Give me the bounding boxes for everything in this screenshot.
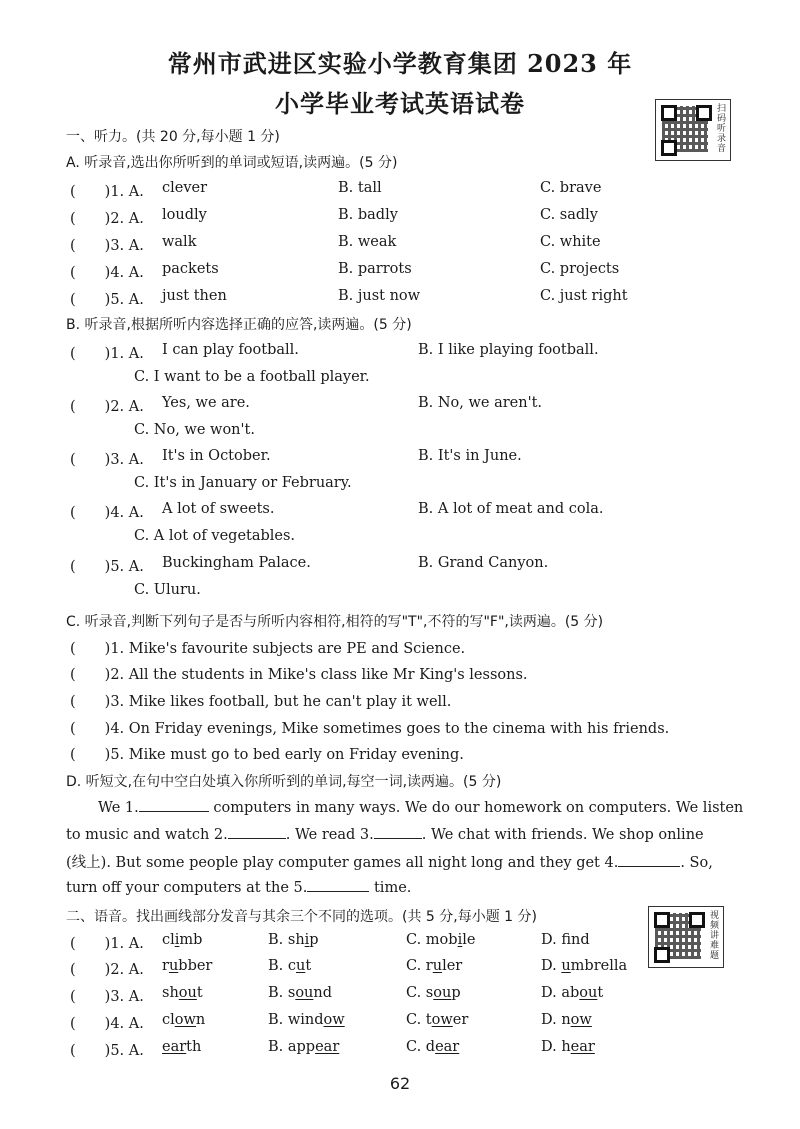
word-part: D. n [541,1012,571,1028]
question-number: ( )5. A. [70,1043,144,1059]
option-b[interactable] [268,1012,345,1028]
option-c[interactable]: C. Uluru. [134,582,201,598]
underlined-part: ear [162,1039,187,1055]
option-c[interactable]: C. projects [540,261,620,277]
blank-3[interactable] [374,824,422,839]
word-part: er [452,1012,469,1028]
word-part: t [305,958,312,974]
option-a[interactable] [162,1039,201,1055]
word-part: B. wind [268,1012,324,1028]
section-D-heading: D. 听短文,在句中空白处填入你所听到的单词,每空一词,读两遍。(5 分) [66,774,502,790]
passage-text: turn off your computers at the 5. [66,880,308,896]
option-b[interactable]: B. just now [338,288,421,304]
statement: ( )3. Mike likes football, but he can't play it well. [70,694,452,710]
option-b[interactable]: B. parrots [338,261,412,277]
qr-caption-listening: 扫码听录音 [717,104,727,154]
option-b[interactable]: B. badly [338,207,398,223]
section-1-heading: 一、听力。(共 20 分,每小题 1 分) [66,129,280,145]
blank-5[interactable] [307,877,369,892]
statement: ( )2. All the students in Mike's class like Mr King's lessons. [70,667,528,683]
underlined-part: u [432,958,443,974]
option-c[interactable] [406,932,475,948]
question-number: ( )5. A. [70,559,144,575]
option-d[interactable] [541,985,603,1001]
word-part: D. f [541,932,571,948]
option-a[interactable]: Yes, we are. [162,395,250,411]
underlined-part: u [296,958,306,974]
option-c[interactable]: C. No, we won't. [134,422,255,438]
word-part: D. ab [541,985,580,1001]
question-number: ( )3. A. [70,238,144,254]
option-b[interactable] [268,985,332,1001]
word-part: p [451,985,461,1001]
word-part: t [196,985,203,1001]
option-d[interactable] [541,958,627,974]
option-c[interactable] [406,1012,468,1028]
option-c[interactable]: C. sadly [540,207,598,223]
passage-text: (线上). But some people play computer games all night long and they get 4. [66,855,619,871]
option-c[interactable]: C. brave [540,180,602,196]
blank-4[interactable] [618,852,680,867]
word-part: le [462,932,476,948]
question-number: ( )2. A. [70,962,144,978]
option-b[interactable] [268,958,311,974]
page-number: 62 [389,1074,411,1093]
underlined-part: i [304,932,310,948]
section-B-heading: B. 听录音,根据所听内容选择正确的应答,读两遍。(5 分) [66,317,412,333]
blank-2[interactable] [228,824,286,839]
question-number: ( )1. A. [70,936,144,952]
word-part: D. [541,958,562,974]
question-number: ( )1. A. [70,346,144,362]
underlined-part: i [174,932,180,948]
exam-title-line2: 小学毕业考试英语试卷 [275,89,525,118]
qr-code-listening[interactable] [655,99,731,161]
underlined-part: i [457,932,463,948]
option-a[interactable] [162,932,202,948]
underlined-part: ear [570,1039,595,1055]
word-part: r [162,958,169,974]
option-c[interactable]: C. just right [540,288,628,304]
statement: ( )4. On Friday evenings, Mike sometimes goes to the cinema with his friends. [70,721,670,737]
passage-line-1 [98,797,743,816]
underlined-part: ou [433,985,452,1001]
passage-text: to music and watch 2. [66,827,228,843]
underlined-part: ow [174,1012,196,1028]
question-number: ( )2. A. [70,399,144,415]
blank-1[interactable] [139,797,209,812]
option-c[interactable] [406,985,461,1001]
option-c[interactable]: C. I want to be a football player. [134,369,370,385]
passage-text: . We chat with friends. We shop online [421,827,704,843]
word-part: C. s [406,985,434,1001]
exam-title-line1: 常州市武进区实验小学教育集团 2023 年 [167,49,633,78]
underlined-part: ou [295,985,314,1001]
passage-line-3 [66,851,713,872]
passage-text: . So, [680,855,713,871]
option-b[interactable]: B. No, we aren't. [418,395,543,411]
word-part: B. sh [268,932,305,948]
qr-code-video[interactable] [648,906,724,968]
section-A-heading: A. 听录音,选出你所听到的单词或短语,读两遍。(5 分) [66,155,398,171]
passage-text: . We read 3. [285,827,374,843]
word-part: C. mob [406,932,458,948]
underlined-part: ow [570,1012,592,1028]
option-a[interactable]: just then [162,288,227,304]
word-part: cl [162,1012,175,1028]
word-part: nd [571,932,590,948]
option-a[interactable]: I can play football. [162,342,299,358]
underlined-part: u [561,958,571,974]
question-number: ( )4. A. [70,505,144,521]
word-part: ler [442,958,463,974]
word-part: cl [162,932,175,948]
option-a[interactable]: walk [162,234,197,250]
option-a[interactable]: Buckingham Palace. [162,555,311,571]
option-b[interactable] [268,1039,339,1055]
option-b[interactable]: B. Grand Canyon. [418,555,549,571]
qr-caption-video: 视频讲难题 [710,911,720,961]
word-part: th [186,1039,202,1055]
word-part: sh [162,985,179,1001]
underlined-part: ear [435,1039,460,1055]
underlined-part: ou [178,985,197,1001]
question-number: ( )3. A. [70,989,144,1005]
option-b[interactable]: B. I like playing football. [418,342,599,358]
passage-line-4 [66,877,411,896]
passage-text: time. [369,880,412,896]
underlined-part: ou [579,985,598,1001]
option-c[interactable]: C. A lot of vegetables. [134,528,296,544]
option-a[interactable] [162,958,212,974]
question-number: ( )2. A. [70,211,144,227]
option-d[interactable] [541,1012,592,1028]
underlined-part: ow [323,1012,345,1028]
option-b[interactable]: B. weak [338,234,397,250]
option-c[interactable] [406,1039,459,1055]
option-a[interactable]: packets [162,261,219,277]
word-part: p [309,932,319,948]
option-c[interactable] [406,958,462,974]
word-part: nd [313,985,333,1001]
question-number: ( )4. A. [70,1016,144,1032]
question-number: ( )4. A. [70,265,144,281]
option-b[interactable] [268,932,319,948]
option-a[interactable]: A lot of sweets. [162,501,275,517]
statement: ( )1. Mike's favourite subjects are PE and Science. [70,641,466,657]
passage-text: We 1. [98,800,139,816]
option-b[interactable]: B. A lot of meat and cola. [418,501,604,517]
option-d[interactable] [541,932,590,948]
word-part: mb [179,932,203,948]
word-part: n [195,1012,206,1028]
option-c[interactable]: C. It's in January or February. [134,475,352,491]
word-part: C. t [406,1012,432,1028]
section-C-heading: C. 听录音,判断下列句子是否与所听内容相符,相符的写"T",不符的写"F",读两遍。(5 分) [66,614,604,630]
option-c[interactable]: C. white [540,234,601,250]
word-part: bber [178,958,213,974]
option-a[interactable] [162,985,203,1001]
word-part: t [597,985,604,1001]
underlined-part: ow [431,1012,453,1028]
word-part: mbrella [570,958,628,974]
underlined-part: u [168,958,179,974]
word-part: C. d [406,1039,436,1055]
question-number: ( )5. A. [70,292,144,308]
word-part: B. s [268,985,296,1001]
option-a[interactable]: loudly [162,207,207,223]
section-2-heading: 二、语音。找出画线部分发音与其余三个不同的选项。(共 5 分,每小题 1 分) [66,909,537,925]
passage-text: computers in many ways. We do our homework on computers. We listen [208,800,744,816]
word-part: B. app [268,1039,316,1055]
option-a[interactable]: clever [162,180,208,196]
question-number: ( )3. A. [70,452,144,468]
option-a[interactable] [162,1012,205,1028]
option-b[interactable]: B. It's in June. [418,448,522,464]
word-part: C. r [406,958,433,974]
word-part: B. c [268,958,296,974]
word-part: D. h [541,1039,571,1055]
question-number: ( )1. A. [70,184,144,200]
passage-line-2 [66,824,704,843]
underlined-part: ear [315,1039,340,1055]
option-d[interactable] [541,1039,595,1055]
option-b[interactable]: B. tall [338,180,382,196]
option-a[interactable]: It's in October. [162,448,271,464]
statement: ( )5. Mike must go to bed early on Friday evening. [70,747,464,763]
